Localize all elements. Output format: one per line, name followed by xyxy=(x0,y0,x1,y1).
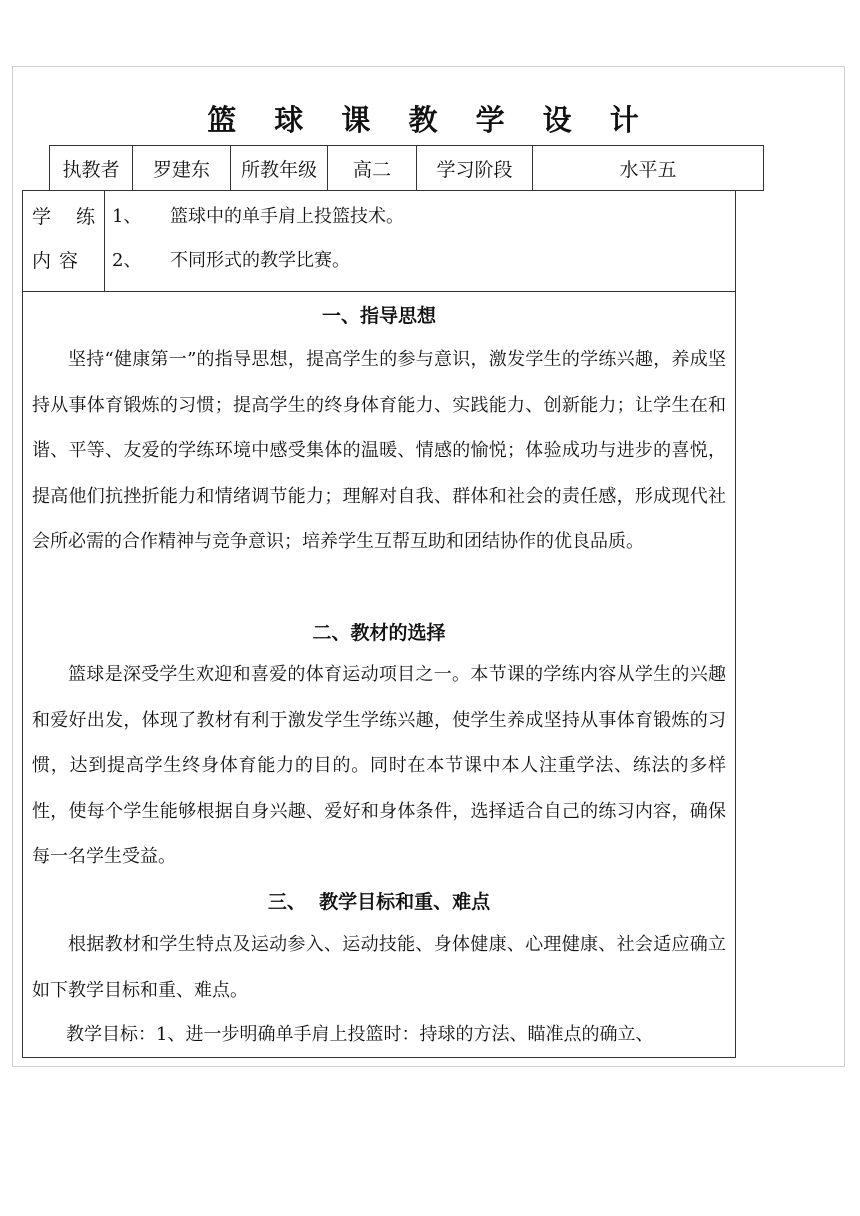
content-item-number: 2、 xyxy=(112,250,142,271)
content-item-text: 篮球中的单手肩上投篮技术。 xyxy=(170,206,404,227)
content-label-char: 容 xyxy=(59,250,79,272)
info-table xyxy=(49,145,764,191)
content-label-line1 xyxy=(32,202,95,229)
info-row xyxy=(50,146,764,191)
content-item xyxy=(112,202,404,228)
page-title: 篮 球 课 教 学 设 计 xyxy=(207,103,653,137)
content-label-char: 内 xyxy=(32,250,52,272)
stage-value: 水平五 xyxy=(533,146,764,191)
section-heading-guiding-thought: 一、指导思想 xyxy=(321,305,436,327)
content-item-number: 1、 xyxy=(112,206,142,227)
stage-label: 学习阶段 xyxy=(417,146,533,191)
grade-label: 所教年级 xyxy=(231,146,328,191)
section-text-material: 篮球是深受学生欢迎和喜爱的体育运动项目之一。本节课的学练内容从学生的兴趣和爱好出发，体现了教材有利于激发学生学练兴趣，使学生养成坚持从事体育锻炼的习惯，达到提高学生终身体育能力的目的。同时在本节课中本人注重学法、练法的多样性，使每个学生能够根据自身兴趣、爱好和身体条件，选择适合自己的练习内容，确保每一名学生受益。 xyxy=(32,664,726,867)
section-heading-material: 二、教材的选择 xyxy=(312,622,446,644)
section-heading-objectives: 三、 教学目标和重、难点 xyxy=(267,891,491,913)
section-text-goal: 教学目标：1、进一步明确单手肩上投篮时：持球的方法、瞄准点的确立、 xyxy=(66,1024,654,1045)
content-label-char: 学 xyxy=(32,206,52,228)
teacher-name: 罗建东 xyxy=(133,146,231,191)
content-label-char: 练 xyxy=(76,206,96,228)
section-text-objectives: 根据教材和学生特点及运动参入、运动技能、身体健康、心理健康、社会适应确立如下教学目标和重、难点。 xyxy=(32,934,726,1001)
content-label-line2 xyxy=(32,246,78,273)
teacher-label: 执教者 xyxy=(50,146,133,191)
grade-value: 高二 xyxy=(328,146,417,191)
content-item-text: 不同形式的教学比赛。 xyxy=(170,250,350,271)
content-divider xyxy=(104,190,105,291)
section-text-guiding-thought: 坚持“健康第一”的指导思想，提高学生的参与意识，激发学生的学练兴趣，养成坚持从事体育锻炼的习惯；提高学生的终身体育能力、实践能力、创新能力；让学生在和谐、平等、友爱的学练环境中感受集体的温暖、情感的愉悦；体验成功与进步的喜悦，提高他们抗挫折能力和情绪调节能力；理解对自我、群体和社会的责任感，形成现代社会所必需的合作精神与竞争意识；培养学生互帮互助和团结协作的优良品质。 xyxy=(32,349,726,552)
content-item xyxy=(112,246,350,272)
